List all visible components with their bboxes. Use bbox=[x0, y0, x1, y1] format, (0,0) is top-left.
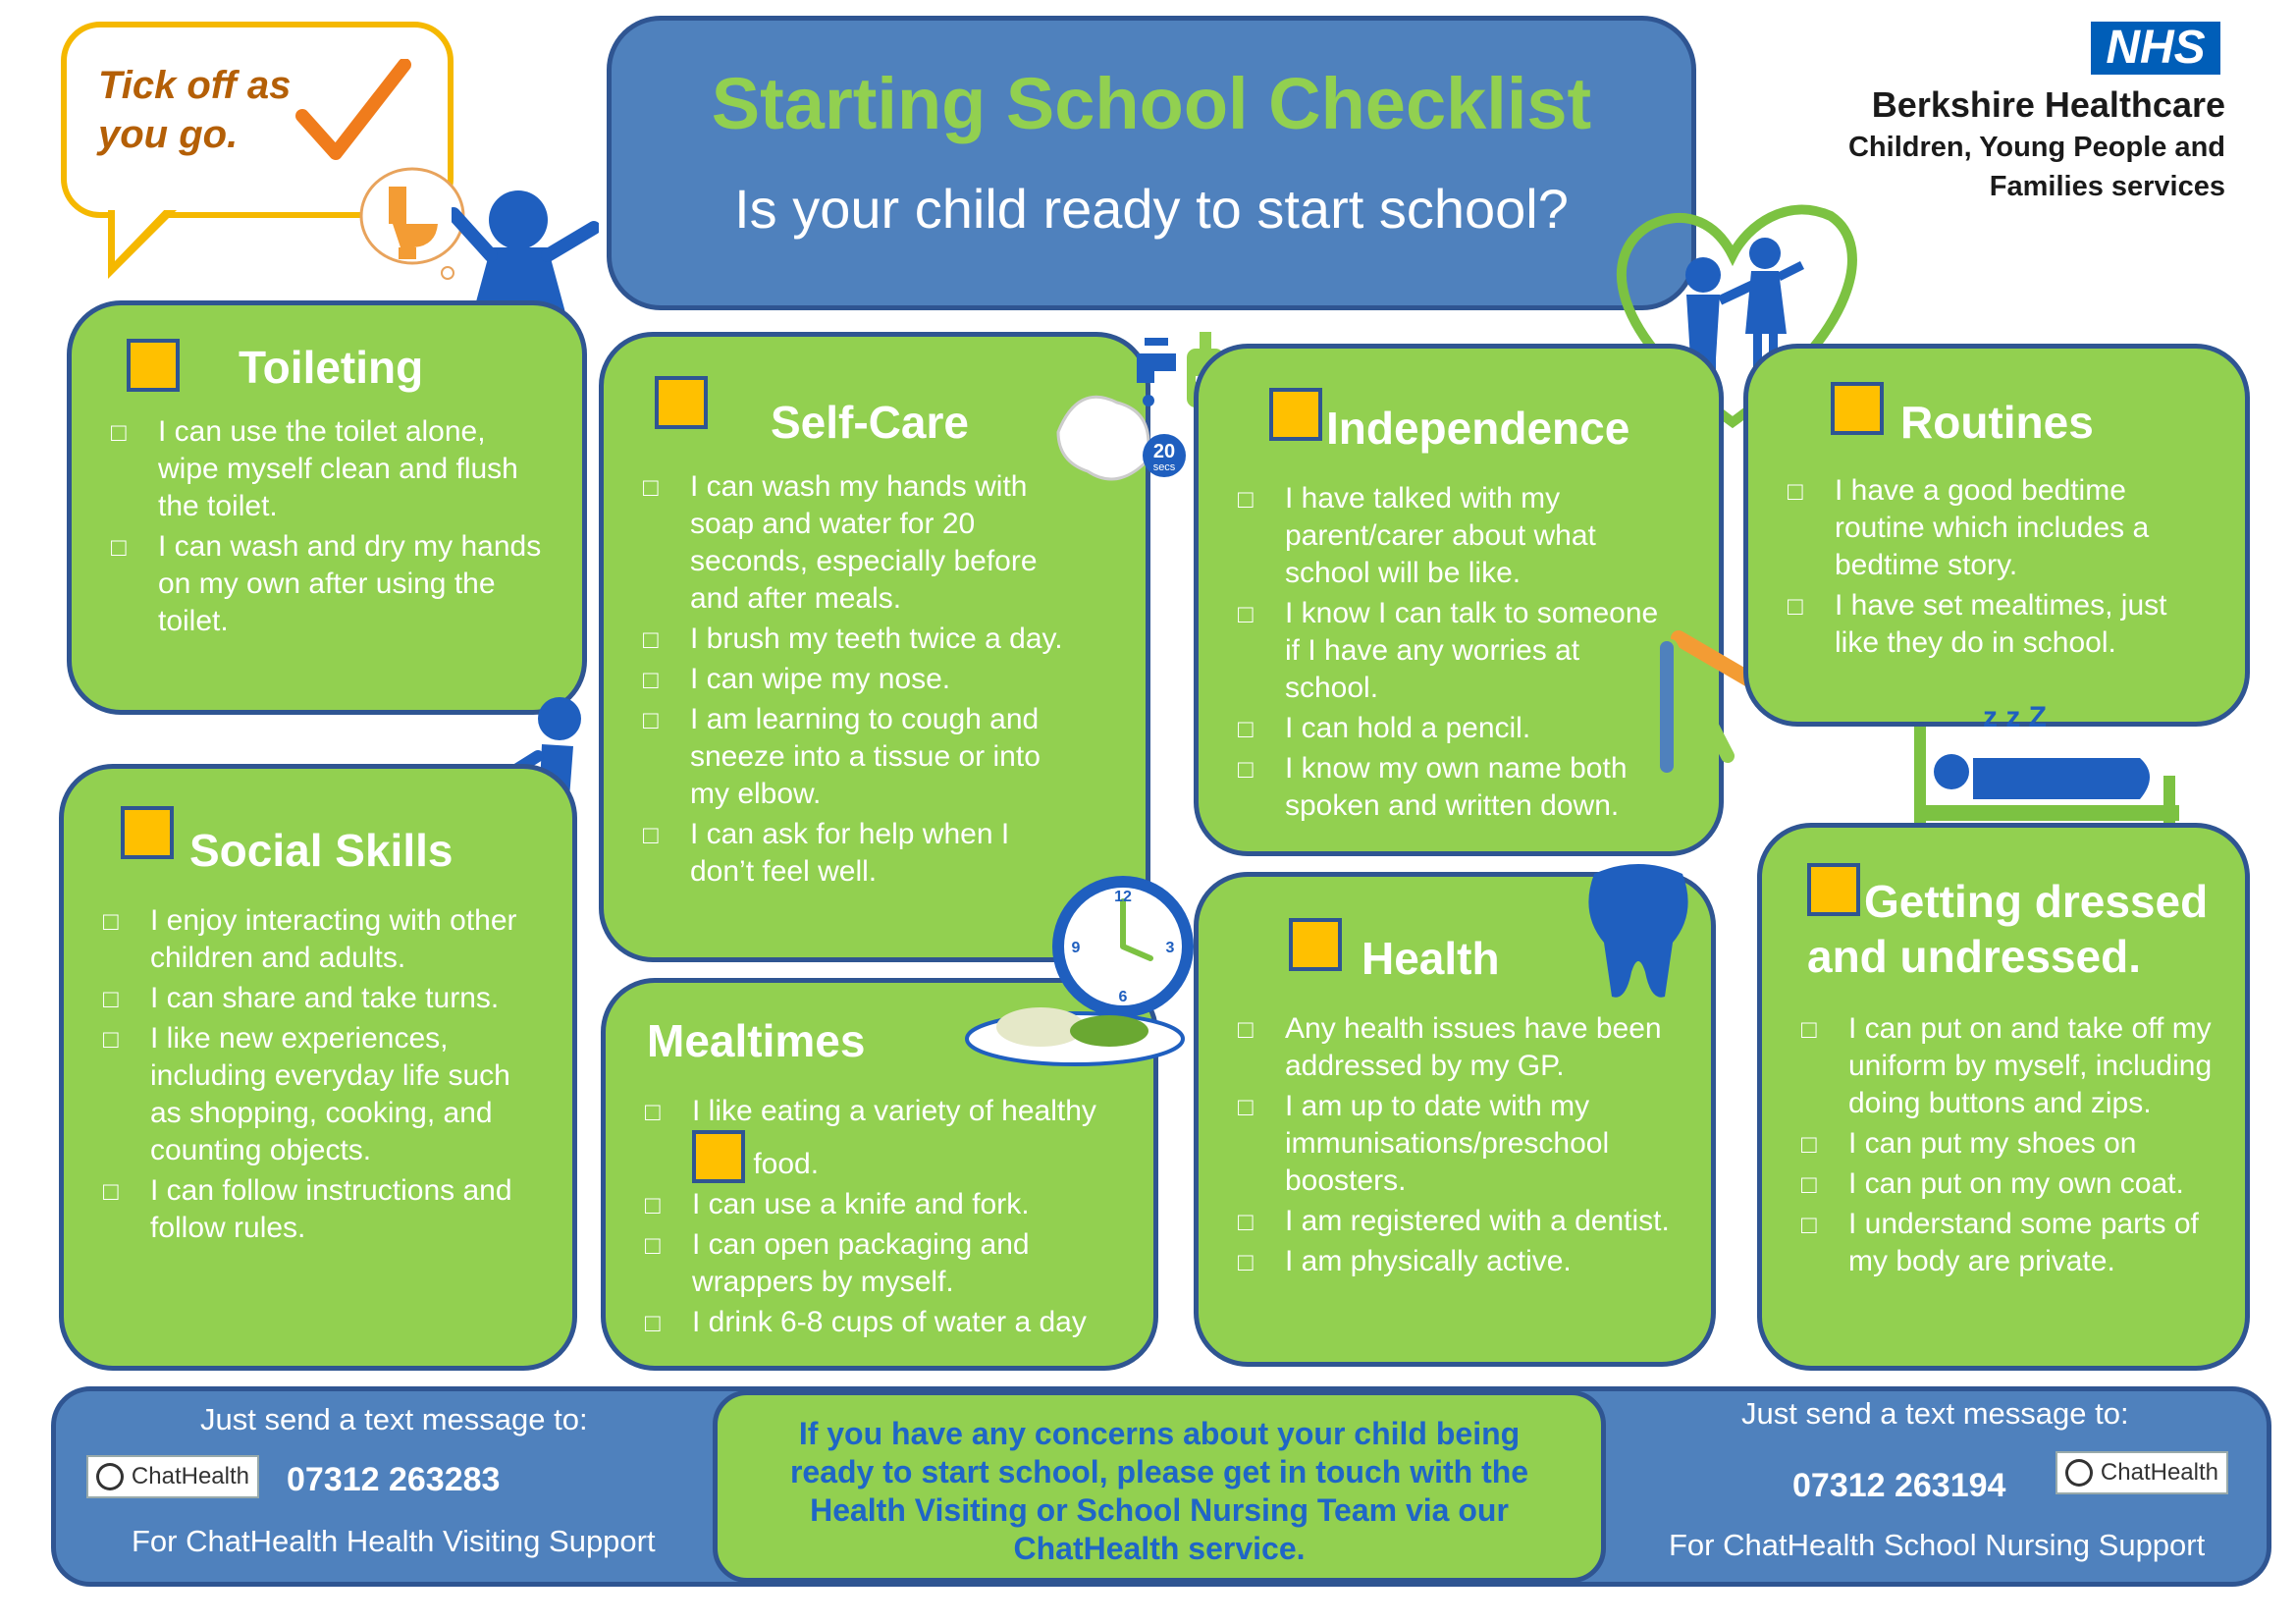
toileting-list bbox=[111, 413, 543, 643]
page-subtitle: Is your child ready to start school? bbox=[734, 178, 1569, 240]
svg-text:12: 12 bbox=[1114, 889, 1132, 905]
independence-card bbox=[1194, 344, 1724, 856]
list-item[interactable]: □ I can share and take turns. bbox=[103, 980, 535, 1017]
independence-list bbox=[1238, 480, 1670, 828]
svg-text:6: 6 bbox=[1118, 989, 1128, 1005]
bubble-text: Tick off as you go. bbox=[98, 64, 292, 156]
social-skills-title: Social Skills bbox=[189, 825, 454, 876]
footer-right-caption: For ChatHealth School Nursing Support bbox=[1669, 1528, 2206, 1562]
tick-icon bbox=[294, 59, 412, 167]
sleep-z: z z Z bbox=[1983, 701, 2047, 733]
independence-checkbox[interactable] bbox=[1269, 388, 1322, 441]
list-item[interactable]: □ I can follow instructions and follow rules. bbox=[103, 1172, 535, 1247]
toileting-card bbox=[67, 300, 587, 715]
list-item[interactable]: □ I like new experiences, including everyday life such as shopping, cooking, and counting objects. bbox=[103, 1020, 535, 1169]
chat-bubble-icon bbox=[96, 1463, 124, 1490]
badge-number: 20 bbox=[1152, 441, 1176, 462]
list-item[interactable]: □ I brush my teeth twice a day. bbox=[643, 621, 1075, 658]
routines-list bbox=[1788, 472, 2200, 665]
footer-right-intro: Just send a text message to: bbox=[1741, 1396, 2129, 1431]
list-item[interactable]: □ I am physically active. bbox=[1238, 1243, 1670, 1280]
list-item[interactable]: □ I know my own name both spoken and written down. bbox=[1238, 750, 1670, 825]
chathealth-logo-left: ChatHealth bbox=[86, 1455, 259, 1498]
selfcare-title: Self-Care bbox=[771, 397, 969, 448]
list-item[interactable]: □ I am up to date with my immunisations/preschool boosters. bbox=[1238, 1088, 1670, 1200]
dressing-card bbox=[1757, 823, 2250, 1371]
list-item[interactable]: □ I can wash my hands with soap and water for 20 seconds, especially before and after meals. bbox=[643, 468, 1075, 618]
list-item[interactable]: □ I can put on my own coat. bbox=[1801, 1165, 2214, 1203]
list-item[interactable]: □ I enjoy interacting with other children and adults. bbox=[103, 902, 535, 977]
list-item[interactable]: □ I have a good bedtime routine which includes a bedtime story. bbox=[1788, 472, 2200, 584]
list-item[interactable]: □ I can wash and dry my hands on my own after using the toilet. bbox=[111, 528, 543, 640]
list-item[interactable]: □ I can use a knife and fork. bbox=[645, 1186, 1116, 1223]
footer-left-caption: For ChatHealth Health Visiting Support bbox=[132, 1524, 656, 1558]
social-skills-list bbox=[103, 902, 535, 1250]
list-item[interactable]: □ I like eating a variety of healthy food. bbox=[645, 1093, 1116, 1183]
list-item[interactable]: □ I can open packaging and wrappers by myself. bbox=[645, 1226, 1116, 1301]
list-item[interactable]: □ I have set mealtimes, just like they do in school. bbox=[1788, 587, 2200, 662]
routines-checkbox[interactable] bbox=[1831, 382, 1884, 435]
social-skills-card bbox=[59, 764, 577, 1371]
list-item[interactable]: □ I can ask for help when I don’t feel well. bbox=[643, 816, 1075, 891]
dressing-title-line1: Getting dressed bbox=[1864, 876, 2209, 927]
list-item[interactable]: □ I can put my shoes on bbox=[1801, 1125, 2214, 1163]
org-name: Berkshire Healthcare Children, Young People and Families services bbox=[1847, 84, 2225, 202]
svg-text:3: 3 bbox=[1165, 940, 1175, 956]
dressing-title-line2: and undressed. bbox=[1807, 931, 2141, 982]
phone-right[interactable]: 07312 263194 bbox=[1792, 1467, 2006, 1504]
plate-icon bbox=[962, 992, 1188, 1070]
mealtimes-list bbox=[645, 1093, 1116, 1344]
dressing-checkbox[interactable] bbox=[1807, 863, 1860, 916]
badge-label: secs bbox=[1152, 461, 1176, 473]
routines-card bbox=[1743, 344, 2250, 727]
list-item[interactable]: □ I can hold a pencil. bbox=[1238, 710, 1670, 747]
list-item[interactable]: □ I know I can talk to someone if I have any worries at school. bbox=[1238, 595, 1670, 707]
header-banner bbox=[607, 16, 1696, 310]
list-item[interactable]: □ I am learning to cough and sneeze into a tissue or into my elbow. bbox=[643, 701, 1075, 813]
toileting-title: Toileting bbox=[239, 342, 424, 393]
dressing-list bbox=[1801, 1010, 2214, 1283]
tooth-icon bbox=[1575, 854, 1702, 1001]
health-checkbox[interactable] bbox=[1289, 918, 1342, 971]
list-item[interactable]: □ I understand some parts of my body are private. bbox=[1801, 1206, 2214, 1280]
mealtimes-title: Mealtimes bbox=[647, 1015, 866, 1066]
footer-left-intro: Just send a text message to: bbox=[200, 1402, 588, 1436]
list-item[interactable]: □ Any health issues have been addressed by my GP. bbox=[1238, 1010, 1670, 1085]
list-item[interactable]: □ I can use the toilet alone, wipe myself clean and flush the toilet. bbox=[111, 413, 543, 525]
list-item[interactable]: □ I can wipe my nose. bbox=[643, 661, 1075, 698]
chathealth-logo-right: ChatHealth bbox=[2056, 1451, 2228, 1494]
page-title: Starting School Checklist bbox=[711, 63, 1592, 144]
nhs-logo: NHS bbox=[2091, 22, 2220, 75]
health-list bbox=[1238, 1010, 1670, 1283]
health-title: Health bbox=[1362, 933, 1500, 984]
toileting-checkbox[interactable] bbox=[127, 339, 180, 392]
selfcare-checkbox[interactable] bbox=[655, 376, 708, 429]
routines-title: Routines bbox=[1900, 397, 2094, 448]
list-item[interactable]: □ I am registered with a dentist. bbox=[1238, 1203, 1670, 1240]
concerns-box: If you have any concerns about your child being ready to start school, please get in touch with the Health Visiting or School Nursing Team via our ChatHealth service. bbox=[713, 1390, 1606, 1583]
social-skills-checkbox[interactable] bbox=[121, 806, 174, 859]
independence-title: Independence bbox=[1326, 403, 1630, 454]
svg-text:9: 9 bbox=[1071, 940, 1081, 956]
list-item[interactable]: □ I drink 6-8 cups of water a day bbox=[645, 1304, 1116, 1341]
list-item[interactable]: □ I have talked with my parent/carer about what school will be like. bbox=[1238, 480, 1670, 592]
selfcare-list bbox=[643, 468, 1075, 893]
phone-left[interactable]: 07312 263283 bbox=[287, 1461, 501, 1498]
list-item[interactable]: □ I can put on and take off my uniform by myself, including doing buttons and zips. bbox=[1801, 1010, 2214, 1122]
chat-bubble-icon bbox=[2065, 1459, 2093, 1487]
mealtimes-checkbox[interactable] bbox=[692, 1130, 745, 1183]
